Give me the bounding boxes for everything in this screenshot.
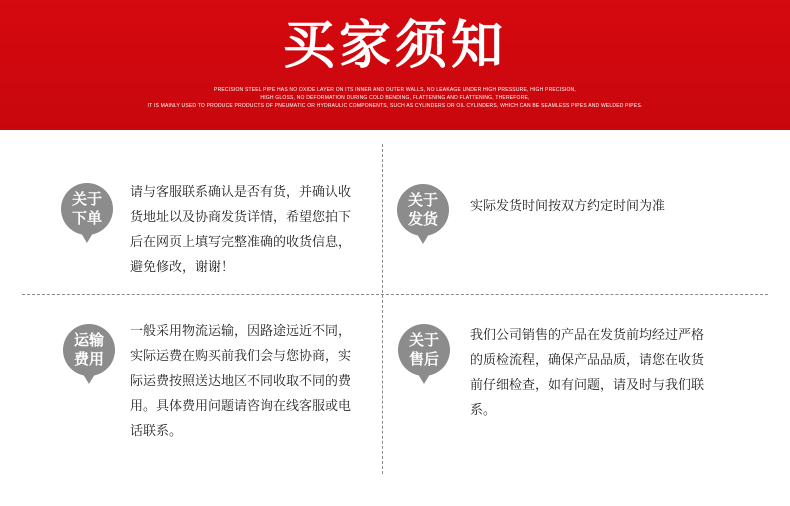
badge-label: 售后: [408, 350, 439, 368]
banner-subtitle: [0, 86, 790, 110]
text-line: 避免修改，谢谢！: [130, 260, 235, 275]
badge-label: 发货: [407, 210, 438, 228]
horizontal-divider: [22, 294, 768, 295]
text-line: 一般采用物流运输，因路途远近不同，: [130, 324, 352, 339]
text-line: 话联系。: [130, 424, 183, 439]
order-text: [130, 180, 351, 280]
badge-label: 关于: [407, 191, 438, 209]
subtitle-line: HIGH GLOSS, NO DEFORMATION DURING COLD BENDING, FLATTENING AND FLATTENING, THEREFORE,: [260, 95, 530, 101]
badge-label: 关于: [408, 331, 439, 349]
aftersale-badge: [398, 324, 450, 376]
badge-label: 运输: [73, 331, 104, 349]
order-badge: [61, 183, 113, 235]
shipping-badge: [63, 324, 115, 376]
badge-label: 费用: [73, 350, 104, 368]
vertical-divider: [382, 144, 383, 474]
subtitle-line: PRECISION STEEL PIPE HAS NO OXIDE LAYER ON ITS INNER AND OUTER WALLS, NO LEAKAGE UNDER HIGH PRESSURE, HIGH PRECISION,: [214, 87, 576, 93]
text-line: 我们公司销售的产品在发货前均经过严格: [470, 328, 705, 343]
subtitle-line: IT IS MAINLY USED TO PRODUCE PRODUCTS OF PNEUMATIC OR HYDRAULIC COMPONENTS, SUCH AS CYLINDERS OR OIL CYLINDERS, WHICH CAN BE SEAMLESS PIPES AND WELDED PIPES.: [147, 103, 643, 109]
delivery-badge: [397, 184, 449, 236]
text-line: 系。: [470, 403, 497, 418]
header-banner: [0, 0, 790, 130]
page-title: 买家须知: [282, 16, 507, 76]
delivery-text: [470, 194, 665, 219]
text-line: 际运费按照送达地区不同收取不同的费: [130, 374, 352, 389]
text-line: 前仔细检查，如有问题，请及时与我们联: [470, 378, 705, 393]
text-line: 的质检流程，确保产品品质，请您在收货: [470, 353, 705, 368]
text-line: 实际发货时间按双方约定时间为准: [470, 199, 666, 214]
badge-label: 关于: [71, 190, 102, 208]
aftersale-text: [470, 323, 704, 423]
badge-label: 下单: [71, 209, 102, 227]
text-line: 请与客服联系确认是否有货，并确认收: [130, 185, 352, 200]
shipping-text: [130, 319, 351, 444]
text-line: 实际运费在购买前我们会与您协商，实: [130, 349, 352, 364]
text-line: 货地址以及协商发货详情，希望您拍下: [130, 210, 352, 225]
text-line: 用。具体费用问题请咨询在线客服或电: [130, 399, 352, 414]
text-line: 后在网页上填写完整准确的收货信息，: [130, 235, 352, 250]
